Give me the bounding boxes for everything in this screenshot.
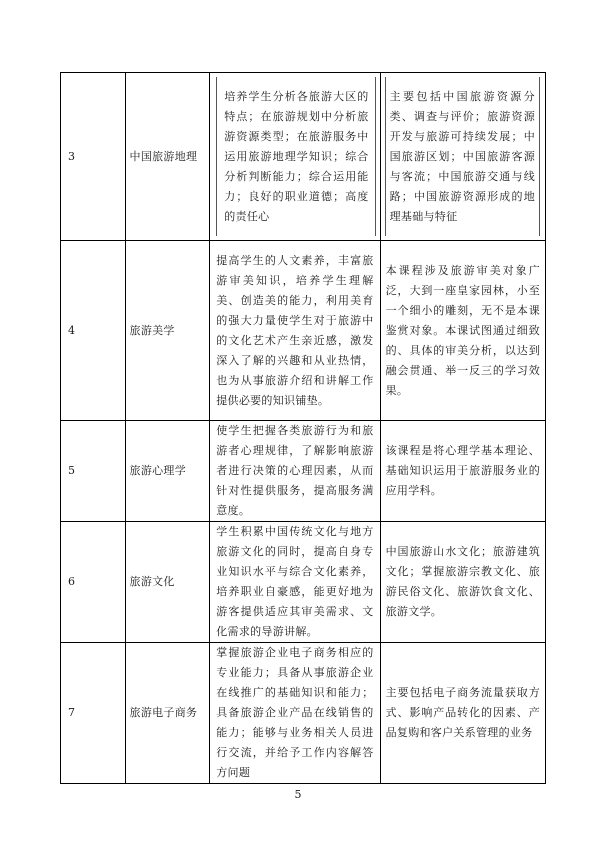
course-objective-text: 学生积累中国传统文化与地方旅游文化的同时，提高自身专业知识水平与综合文化素养，培养职业自豪感，能更好地为游客提供适应其审美需求、文化需求的导游讲解。 bbox=[216, 525, 374, 638]
course-name-text: 旅游美学 bbox=[129, 323, 175, 337]
table-row bbox=[61, 421, 546, 522]
course-content bbox=[380, 522, 545, 643]
course-objective bbox=[210, 421, 380, 522]
course-table bbox=[60, 72, 546, 784]
course-content bbox=[380, 643, 545, 784]
course-objective-text: 掌握旅游企业电子商务相应的专业能力；具备从事旅游企业在线推广的基础知识和能力；具备旅游企业产品在线销售的能力；能够与业务相关人员进行交流，并给予工作内容解答方问题 bbox=[216, 646, 374, 779]
course-name-text: 中国旅游地理 bbox=[129, 149, 198, 163]
course-number: 4 bbox=[61, 241, 126, 421]
course-number: 5 bbox=[61, 421, 126, 522]
course-name bbox=[125, 522, 210, 643]
course-number: 6 bbox=[61, 522, 126, 643]
course-content-text: 本课程涉及旅游审美对象广泛，大到一座皇家园林，小至一个细小的雕刻，无不是本课鉴赏对象。本课试图通过细致的、具体的审美分析，以达到融会贯通、举一反三的学习效果。 bbox=[385, 263, 540, 397]
course-objective-text: 培养学生分析各旅游大区的特点；在旅游规划中分析旅游资源类型；在旅游服务中运用旅游地理学知识；综合分析判断能力；综合运用能力；良好的职业道德；高度的责任心 bbox=[224, 89, 369, 223]
course-content bbox=[380, 241, 545, 421]
course-name bbox=[125, 73, 210, 241]
course-content-text: 中国旅游山水文化；旅游建筑文化；掌握旅游宗教文化、旅游民俗文化、旅游饮食文化、旅游文学。 bbox=[385, 545, 540, 618]
page-number: 5 bbox=[294, 788, 302, 801]
table-row bbox=[61, 522, 546, 643]
course-name-text: 旅游文化 bbox=[129, 575, 175, 588]
table-row bbox=[61, 73, 546, 241]
course-name bbox=[125, 643, 210, 784]
course-objective bbox=[210, 643, 380, 784]
course-objective bbox=[210, 522, 380, 643]
table-row bbox=[61, 241, 546, 421]
table-row bbox=[61, 643, 546, 784]
content-inner-box bbox=[385, 77, 540, 236]
course-name-text: 旅游电子商务 bbox=[129, 706, 198, 719]
course-content-text: 该课程是将心理学基本理论、基础知识运用于旅游服务业的应用学科。 bbox=[385, 444, 540, 497]
course-objective-text: 提高学生的人文素养，丰富旅游审美知识，培养学生理解美、创造美的能力，利用美育的强大力量使学生对于旅游中的文化艺术产生亲近感，激发深入了解的兴趣和从业热情，也为从事旅游介绍和讲解工作提供必要的知识铺垫。 bbox=[216, 253, 374, 407]
course-objective bbox=[210, 73, 380, 241]
course-number: 3 bbox=[61, 73, 126, 241]
course-content-text: 主要包括电子商务流量获取方式、影响产品转化的因素、产品复购和客户关系管理的业务 bbox=[385, 686, 540, 739]
course-content-text: 主要包括中国旅游资源分类、调查与评价；旅游资源开发与旅游可持续发展；中国旅游区划；中国旅游客源与客流；中国旅游交通与线路；中国旅游资源形成的地理基础与特征 bbox=[389, 89, 535, 223]
course-objective-text: 使学生把握各类旅游行为和旅游者心理规律，了解影响旅游者进行决策的心理因素，从而针对性提供服务，提高服务满意度。 bbox=[216, 424, 374, 517]
course-name bbox=[125, 421, 210, 522]
course-content bbox=[380, 73, 545, 241]
course-number: 7 bbox=[61, 643, 126, 784]
objective-inner-box bbox=[216, 77, 375, 236]
course-objective bbox=[210, 241, 380, 421]
course-name-text: 旅游心理学 bbox=[129, 464, 187, 477]
course-content bbox=[380, 421, 545, 522]
course-name bbox=[125, 241, 210, 421]
